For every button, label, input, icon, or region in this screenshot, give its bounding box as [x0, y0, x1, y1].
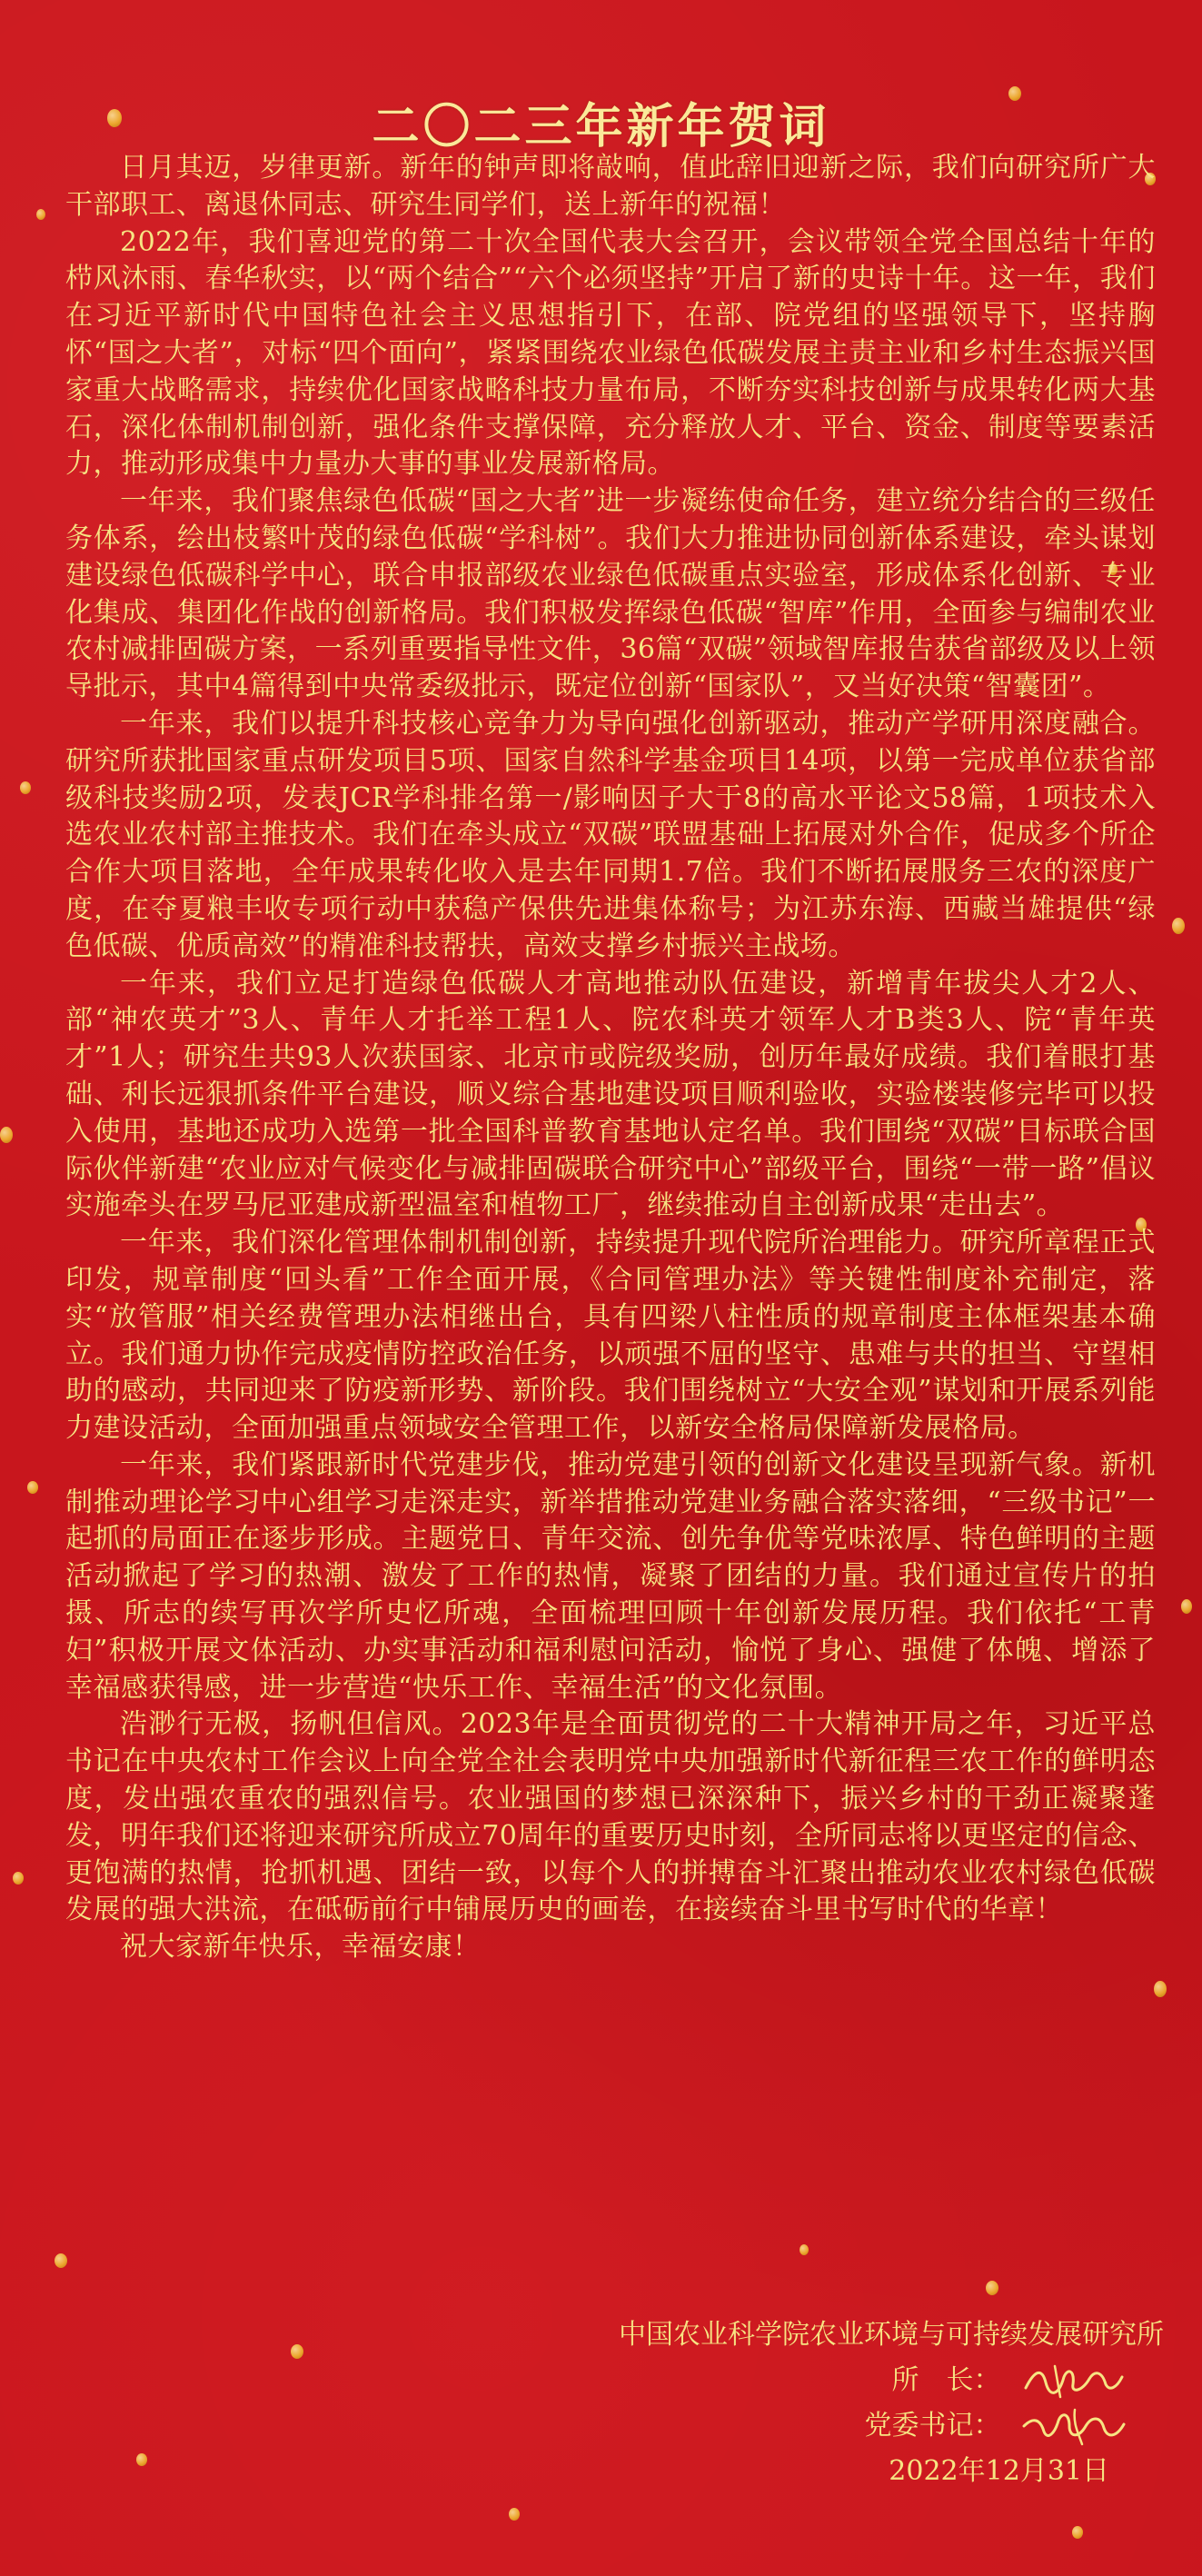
confetti-decoration [55, 2253, 67, 2268]
institute-name: 中国农业科学院农业环境与可持续发展研究所 [619, 2319, 1164, 2351]
secretary-line [473, 2403, 1164, 2449]
confetti-decoration [1072, 2526, 1083, 2539]
paragraph-closing-wish: 祝大家新年快乐，幸福安康！ [120, 1931, 481, 1964]
paragraph-party-building: 一年来，我们紧跟新时代党建步伐，推动党建引领的创新文化建设呈现新气象。新机制推动理论学习中心组学习走深走实，新举措推动党建业务融合落实落细，“三级书记”一起抓的局面正在逐步形成。主题党日、青年交流、创先争优等党味浓厚、特色鲜明的主题活动掀起了学习的热潮、激发了工作的热情，凝聚了团结的力量。我们通过宣传片的拍摄、所志的续写再次学所史忆所魂，全面梳理回顾十年创新发展历程。我们依托“工青妇”积极开展文体活动、办实事活动和福利慰问活动，愉悦了身心、强健了体魄、增添了幸福感获得感，进一步营造“快乐工作、幸福生活”的文化氛围。 [65, 1448, 1156, 1704]
confetti-decoration [0, 1127, 13, 1143]
greeting-body [65, 150, 1156, 1966]
paragraph-management: 一年来，我们深化管理体制机制创新，持续提升现代院所治理能力。研究所章程正式印发，规章制度“回头看”工作全面开展，《合同管理办法》等关键性制度补充制定，落实“放管服”相关经费管理办法相继出台，具有四梁八柱性质的规章制度主体框架基本确立。我们通力协作完成疫情防控政治任务，以顽强不屈的坚守、患难与共的担当、守望相助的感动，共同迎来了防疫新形势、新阶段。我们围绕树立“大安全观”谋划和开展系列能力建设活动，全面加强重点领域安全管理工作，以新安全格局保障新发展格局。 [65, 1227, 1156, 1445]
confetti-decoration [27, 1481, 38, 1494]
secretary-signature-icon [1018, 2406, 1127, 2448]
secretary-label: 党委书记： [864, 2410, 1001, 2442]
confetti-decoration [1154, 1981, 1167, 1997]
director-label: 所 长： [891, 2364, 1001, 2396]
date-text: 2022年12月31日 [889, 2455, 1109, 2487]
paragraph-mission: 一年来，我们聚焦绿色低碳“国之大者”进一步凝练使命任务，建立统分结合的三级任务体系，绘出枝繁叶茂的绿色低碳“学科树”。我们大力推进协同创新体系建设，牵头谋划建设绿色低碳科学中心，联合申报部级农业绿色低碳重点实验室，形成体系化创新、专业化集成、集团化作战的创新格局。我们积极发挥绿色低碳“智库”作用，全面参与编制农业农村减排固碳方案，一系列重要指导性文件，36篇“双碳”领域智库报告获省部级及以上领导批示，其中4篇得到中央常委级批示，既定位创新“国家队”，又当好决策“智囊团”。 [65, 485, 1156, 703]
letter-date [473, 2449, 1164, 2494]
paragraph-2022-review: 2022年，我们喜迎党的第二十次全国代表大会召开，会议带领全党全国总结十年的栉风沐雨、春华秋实，以“两个结合”“六个必须坚持”开启了新的史诗十年。这一年，我们在习近平新时代中国特色社会主义思想指引下，在部、院党组的坚强领导下，坚持胸怀“国之大者”，对标“四个面向”，紧紧围绕农业绿色低碳发展主责主业和乡村生态振兴国家重大战略需求，持续优化国家战略科技力量布局，不断夯实科技创新与成果转化两大基石，深化体制机制创新，强化条件支撑保障，充分释放人才、平台、资金、制度等要素活力，推动形成集中力量办大事的事业发展新格局。 [65, 225, 1156, 481]
confetti-decoration [36, 209, 45, 220]
paragraph-talent: 一年来，我们立足打造绿色低碳人才高地推动队伍建设，新增青年拔尖人才2人、部“神农英才”3人、青年人才托举工程1人、院农科英才领军人才B类3人、院“青年英才”1人；研究生共93人次获国家、北京市或院级奖励，创历年最好成绩。我们着眼打基础、利长远狠抓条件平台建设，顺义综合基地建设项目顺利验收，实验楼装修完毕可以投入使用，基地还成功入选第一批全国科普教育基地认定名单。我们围绕“双碳”目标联合国际伙伴新建“农业应对气候变化与减排固碳联合研究中心”部级平台，围绕“一带一路”倡议实施牵头在罗马尼亚建成新型温室和植物工厂，继续推动自主创新成果“走出去”。 [65, 967, 1156, 1222]
confetti-decoration [986, 2281, 998, 2295]
confetti-decoration [291, 2344, 303, 2359]
paragraph-innovation: 一年来，我们以提升科技核心竞争力为导向强化创新驱动，推动产学研用深度融合。研究所获批国家重点研发项目5项、国家自然科学基金项目14项，以第一完成单位获省部级科技奖励2项，发表JCR学科排名第一/影响因子大于8的高水平论文58篇，1项技术入选农业农村部主推技术。我们在牵头成立“双碳”联盟基础上拓展对外合作，促成多个所企合作大项目落地，全年成果转化收入是去年同期1.7倍。我们不断拓展服务三农的深度广度，在夺夏粮丰收专项行动中获稳产保供先进集体称号；为江苏东海、西藏当雄提供“绿色低碳、优质高效”的精准科技帮扶，高效支撑乡村振兴主战场。 [65, 707, 1156, 962]
confetti-decoration [20, 781, 31, 794]
page-title: 二〇二三年新年贺词 [372, 98, 830, 154]
signature-block [473, 2312, 1164, 2494]
confetti-decoration [800, 2244, 809, 2255]
confetti-decoration [136, 2453, 147, 2466]
paragraph-outlook-2023: 浩渺行无极，扬帆但信风。2023年是全面贯彻党的二十大精神开局之年，习近平总书记在中央农村工作会议上向全党全社会表明党中央加强新时代新征程三农工作的鲜明态度，发出强农重农的强烈信号。农业强国的梦想已深深种下，振兴乡村的干劲正凝聚蓬发，明年我们还将迎来研究所成立70周年的重要历史时刻，全所同志将以更坚定的信念、更饱满的热情，抢抓机遇、团结一致，以每个人的拼搏奋斗汇聚出推动农业农村绿色低碳发展的强大洪流，在砥砺前行中铺展历史的画卷，在接续奋斗里书写时代的华章！ [65, 1708, 1156, 1926]
confetti-decoration [1172, 918, 1185, 934]
confetti-decoration [13, 1872, 24, 1885]
confetti-decoration [509, 2508, 520, 2521]
confetti-decoration [1181, 1599, 1192, 1614]
director-line [473, 2358, 1164, 2403]
director-signature-icon [1018, 2361, 1127, 2402]
paragraph-opening: 日月其迈，岁律更新。新年的钟声即将敲响，值此辞旧迎新之际，我们向研究所广大干部职工、离退休同志、研究生同学们，送上新年的祝福！ [65, 152, 1156, 221]
